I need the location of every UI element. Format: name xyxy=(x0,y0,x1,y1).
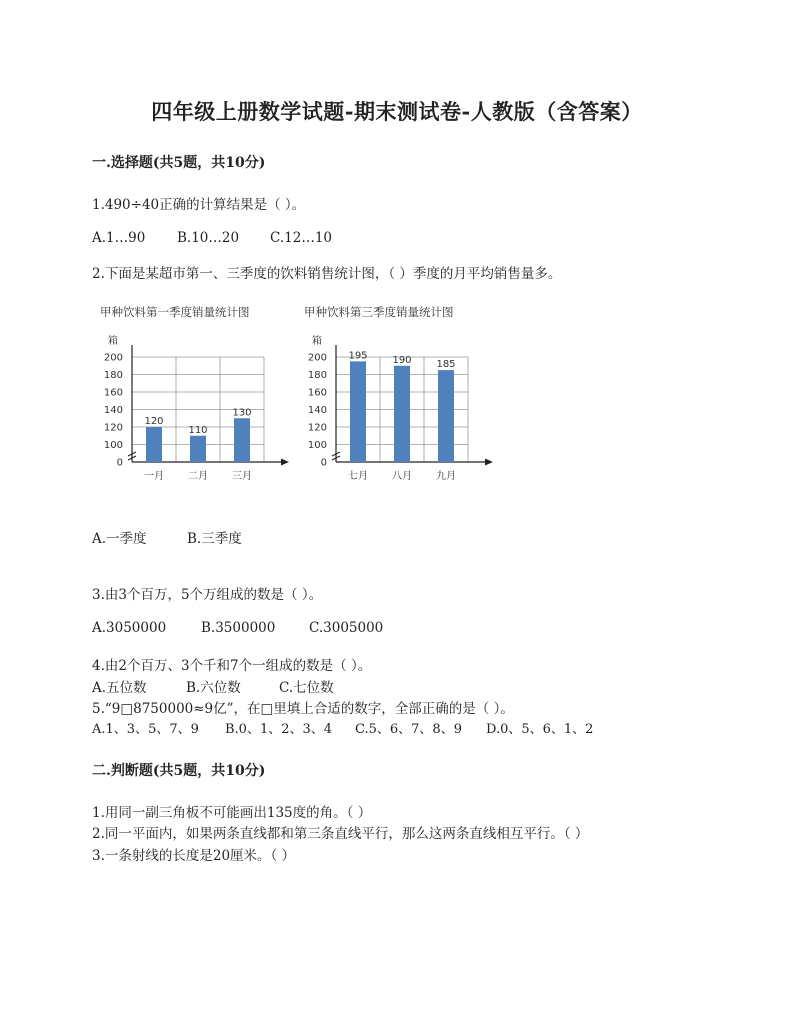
chart-title: 甲种饮料第三季度销量统计图 xyxy=(304,305,454,319)
y-tick-label: 120 xyxy=(103,422,123,434)
y-tick-label: 120 xyxy=(307,422,327,434)
question-4-options xyxy=(92,676,334,696)
judge-item-3: 3.一条射线的长度是20厘米。（ ） xyxy=(92,848,296,864)
option-c: C.3005000 xyxy=(309,620,384,636)
option-b: B.三季度 xyxy=(187,531,242,547)
question-2: 2.下面是某超市第一、三季度的饮料销售统计图，（ ）季度的月平均销售量多。 xyxy=(92,266,562,282)
category-label: 三月 xyxy=(232,471,252,482)
question-1: 1.490÷40正确的计算结果是（ ）。 xyxy=(92,197,306,213)
data-label: 190 xyxy=(392,354,412,366)
option-b: B.10…20 xyxy=(177,230,240,246)
y-tick-label: 100 xyxy=(307,440,327,451)
y-tick-label: 200 xyxy=(103,352,123,364)
category-label: 九月 xyxy=(436,471,456,482)
chart-title: 甲种饮料第一季度销量统计图 xyxy=(100,305,250,319)
data-label: 195 xyxy=(348,350,368,362)
data-label: 130 xyxy=(232,407,252,419)
bar xyxy=(438,370,454,462)
y-tick-label: 0 xyxy=(320,457,327,469)
question-3: 3.由3个百万，5个万组成的数是（ ）。 xyxy=(92,587,323,603)
category-label: 二月 xyxy=(188,471,208,482)
option-a: A.五位数 xyxy=(92,680,147,696)
y-tick-label: 180 xyxy=(307,370,327,381)
data-label: 185 xyxy=(436,359,456,371)
y-tick-label: 140 xyxy=(103,405,123,416)
question-4: 4.由2个百万、3个千和7个一组成的数是（ ）。 xyxy=(92,658,372,674)
chart-q3-svg xyxy=(296,300,506,490)
page-title: 四年级上册数学试题-期末测试卷-人教版（含答案） xyxy=(151,99,643,124)
option-b: B.0、1、2、3、4 xyxy=(225,722,333,737)
question-5-options xyxy=(92,718,593,737)
question-5: 5.“9□8750000≈9亿”，在□里填上合适的数字，全部正确的是（ ）。 xyxy=(92,701,514,717)
y-tick-label: 160 xyxy=(103,387,123,399)
category-label: 八月 xyxy=(392,471,412,482)
option-c: C.七位数 xyxy=(279,680,334,696)
option-b: B.3500000 xyxy=(201,620,276,636)
y-tick-label: 140 xyxy=(307,405,327,416)
chart-q1 xyxy=(92,300,302,494)
chart-q3 xyxy=(296,300,506,494)
data-label: 110 xyxy=(188,424,208,436)
option-b: B.六位数 xyxy=(186,680,241,696)
bar xyxy=(146,427,162,462)
x-axis-arrow xyxy=(485,459,493,466)
option-c: C.12…10 xyxy=(270,230,332,246)
y-tick-label: 0 xyxy=(116,457,123,469)
option-a: A.3050000 xyxy=(92,620,167,636)
bar xyxy=(234,418,250,462)
y-tick-label: 200 xyxy=(307,352,327,364)
judge-item-1: 1.用同一副三角板不可能画出135度的角。（ ） xyxy=(92,805,372,821)
category-label: 一月 xyxy=(144,471,164,482)
option-a: A.1…90 xyxy=(92,230,146,246)
data-label: 120 xyxy=(144,416,164,427)
section-2-heading: 二.判断题(共5题，共10分) xyxy=(92,763,266,779)
bar xyxy=(394,366,410,462)
question-2-options xyxy=(92,527,242,547)
option-d: D.0、5、6、1、2 xyxy=(486,722,594,737)
judge-item-2: 2.同一平面内，如果两条直线都和第三条直线平行，那么这两条直线相互平行。（ ） xyxy=(92,826,589,842)
question-1-options xyxy=(92,230,332,246)
x-axis-arrow xyxy=(281,459,289,466)
y-tick-label: 180 xyxy=(103,370,123,381)
y-tick-label: 100 xyxy=(103,440,123,451)
bar xyxy=(190,436,206,462)
y-axis-label: 箱 xyxy=(108,336,118,347)
option-a: A.1、3、5、7、9 xyxy=(92,722,199,737)
y-tick-label: 160 xyxy=(307,387,327,399)
category-label: 七月 xyxy=(348,471,368,482)
option-c: C.5、6、7、8、9 xyxy=(355,722,462,737)
bar xyxy=(350,361,366,462)
option-a: A.一季度 xyxy=(92,531,147,547)
section-1-heading: 一.选择题(共5题，共10分) xyxy=(92,155,266,171)
y-axis-label: 箱 xyxy=(312,336,322,347)
chart-q1-svg xyxy=(92,300,302,490)
question-3-options xyxy=(92,620,383,636)
